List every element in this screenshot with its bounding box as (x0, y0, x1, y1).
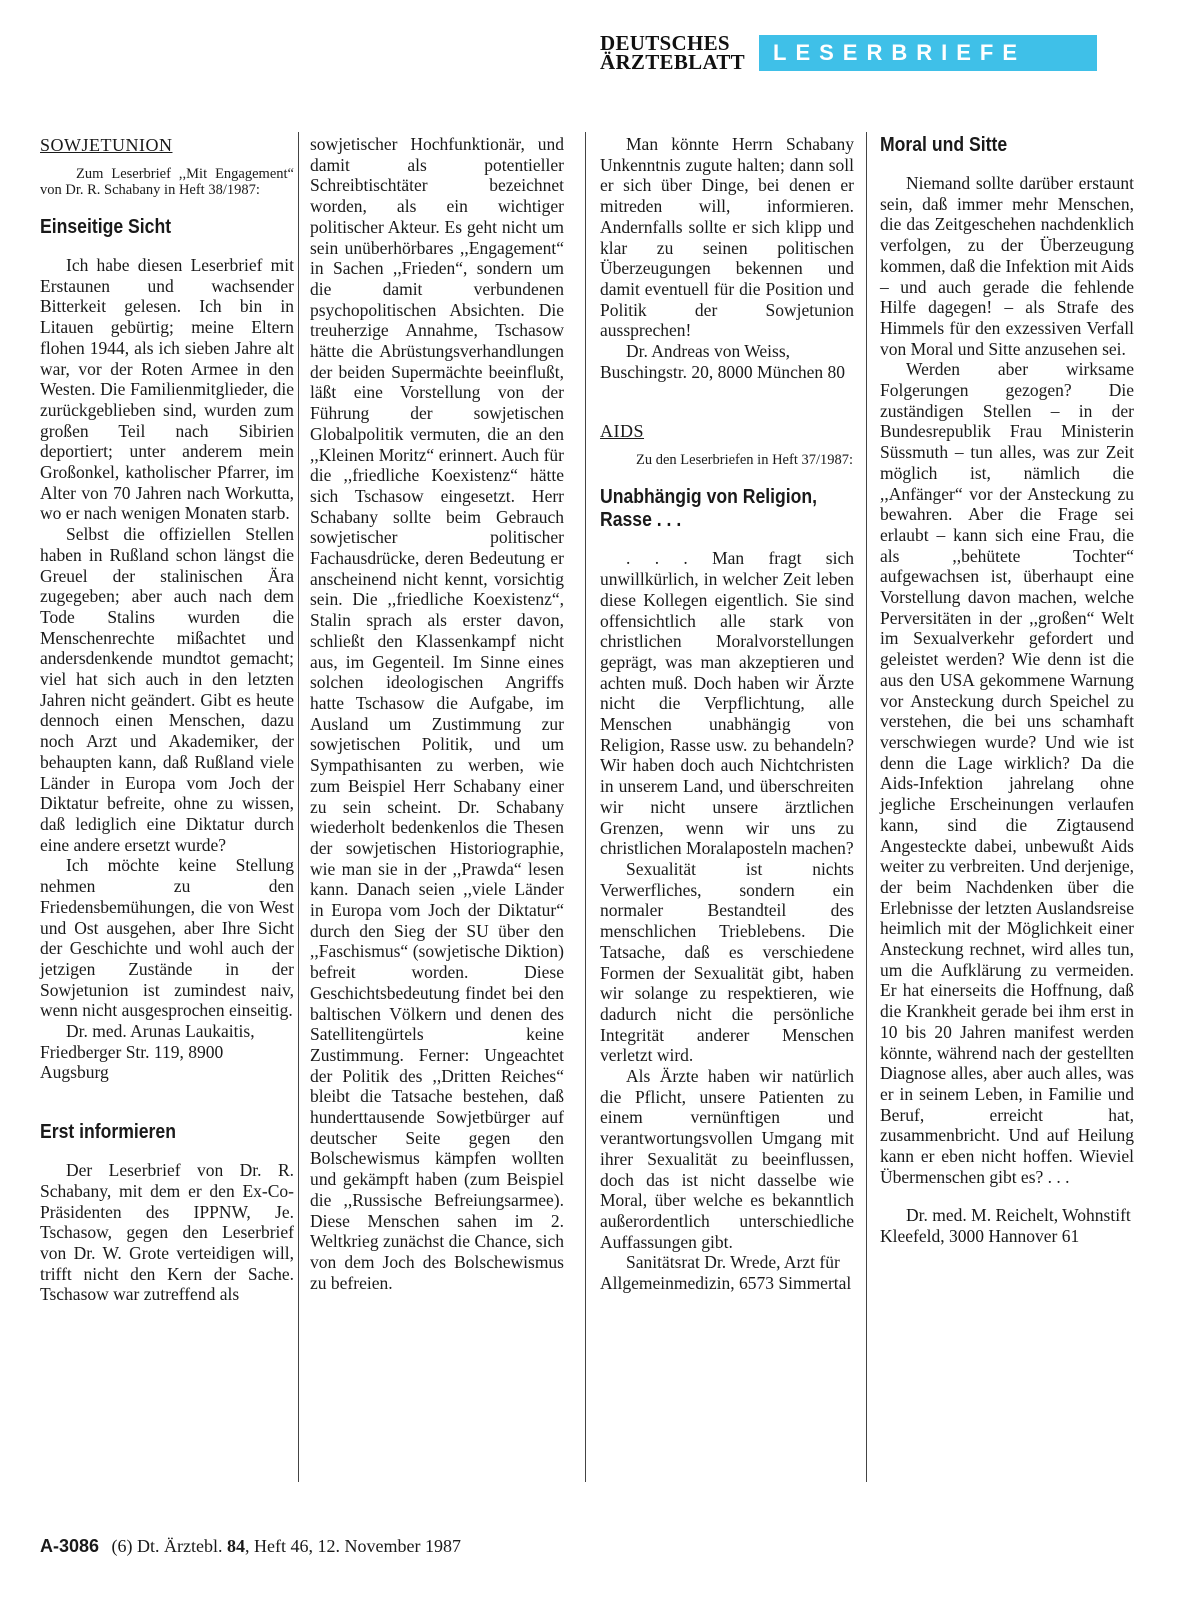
letter-heading: Erst informieren (40, 1121, 176, 1144)
letter-paragraph: Sexualität ist nichts Verwerfliches, sondern ein normaler Bestandteil des menschlichen Trieblebens. Die Tatsache, daß es verschiedene Formen der Sexualität gibt, haben wir solange zu respektieren, wie dadurch nicht die persönliche Integrität anderer Menschen verletzt wird. (600, 858, 854, 1066)
footer-volume: 84 (227, 1536, 246, 1556)
letter-paragraph: Niemand sollte darüber erstaunt sein, daß immer mehr Menschen, die das Zeitgeschehen nachdenklich verfolgen, zu der Überzeugung kommen, daß die Infektion mit Aids – und auch gerade die fehlende Hilfe dagegen! – als Strafe des Himmels für den exzessiven Verfall von Moral und Sitte anzusehen sei. (880, 173, 1134, 359)
journal-title-line2: ÄRZTEBLATT (600, 50, 745, 74)
page-footer (40, 1536, 461, 1557)
journal-logo (600, 31, 745, 74)
letter-paragraph: Werden aber wirksame Folgerungen gezogen? Die zuständigen Stellen – in der Bundesrepublik Frau Ministerin Süssmuth – tun alles, was zur Zeit möglich ist, nämlich die ,,Anfänger“ vor der Ansteckung zu bewahren. Aber die Frage sei erlaubt – kann sich eine Frau, die als ,,behütete Tochter“ aufgewachsen ist, überhaupt eine Vorstellung davon machen, welche Perversitäten in der ,,großen“ Welt im Sexualverkehr gefordert und geleistet werden? Wie denn ist die aus den USA gekommene Warnung vor Ansteckung durch Speichel zu verstehen, die bei uns schamhaft verschwiegen wurde? Und wie ist denn die Lage wirklich? Da die Aids-Infektion jahrelang ohne jegliche Erscheinungen verlaufen kann, sind die Zigtausend Angesteckte dabei, unbewußt Aids weiter zu verbreiten. Und derjenige, der beim Nachdenken über die Erlebnisse der letzten Auslandsreise heimlich mit der Möglichkeit einer Ansteckung rechnet, wird alles tun, um die Aufklärung zu vermeiden. Er hat einerseits die Hoffnung, daß die Krankheit gerade bei ihm erst in 10 bis 20 Jahren manifest werden könnte, während nach der gestellten Diagnose alles, aber auch alles, was er in seinem Leben, in Familie und Beruf, erreicht hat, zusammenbricht. Und auf Heilung kann er eben nicht hoffen. Wieviel Übermenschen gibt es? . . . (880, 359, 1134, 1187)
letter-paragraph: Der Leserbrief von Dr. R. Schabany, mit dem er den Ex-Co-Präsidenten des IPPNW, Je. Tschasow, gegen den Leserbrief von Dr. W. Grote verteidigen will, trifft nicht den Kern der Sache. Tschasow war zutreffend als (40, 1160, 294, 1305)
section-label-aids: AIDS (600, 421, 645, 442)
masthead (600, 31, 1097, 74)
letter-signature: Dr. med. M. Reichelt, Wohnstift Kleefeld, 3000 Hannover 61 (880, 1205, 1131, 1247)
letter-paragraph: Als Ärzte haben wir natürlich die Pflicht, unsere Patienten zu einem vernünftigen und verantwortungsvollen Umgang mit ihrer Sexualität zu beeinflussen, doch das ist nicht dasselbe wie Moral, über welche es bekanntlich außerordentlich unterschiedliche Auffassungen gibt. (600, 1066, 854, 1252)
letter-heading: Unabhängig von Religion, Rasse . . . (600, 486, 818, 532)
letter-reference: Zum Leserbrief ,,Mit Engagement“ von Dr. R. Schabany in Heft 38/1987: (40, 166, 294, 198)
letter-reference: Zu den Leserbriefen in Heft 37/1987: (636, 452, 854, 469)
letter-paragraph: Man könnte Herrn Schabany Unkenntnis zugute halten; dann soll er sich über Dinge, bei denen er mitreden will, informieren. Andernfalls sollte er sich klipp und klar zu seinen politischen Überzeugungen bekennen und damit eventuell für die Position und Politik der Sowjetunion aussprechen! (600, 134, 854, 341)
letter-paragraph: sowjetischer Hochfunktionär, und damit als potentieller Schreibtischtäter bezeichnet worden, als ein wichtiger politischer Akteur. Es geht nicht um sein unüberhörbares ,,Engagement“ in Sachen ,,Frieden“, sondern um die damit verbundenen psychopolitischen Absichten. Die treuherzige Annahme, Tschasow hätte die Abrüstungsverhandlungen der beiden Supermächte beeinflußt, läßt eine Vorstellung von der Führung der sowjetischen Globalpolitik vermuten, die an den ,,Kleinen Moritz“ erinnert. Auch für die ,,friedliche Koexistenz“ hätte sich Tschasow eingesetzt. Herr Schabany sollte beim Gebrauch sowjetischer politischer Fachausdrücke, deren Bedeutung er anscheinend nicht kennt, vorsichtig sein. Die ,,friedliche Koexistenz“, Stalin sprach als erster davon, schließt den Klassenkampf nicht aus, im Gegenteil. Im Sinne eines solchen ideologischen Angriffs hatte Tschasow die Aufgabe, im Ausland um Zustimmung zur sowjetischen Politik, und um Sympathisanten zu werben, wie zum Beispiel Herr Schabany einer zu sein scheint. Dr. Schabany wiederholt bedenkenlos die Thesen der sowjetischen Historiographie, wie man sie in der ,,Prawda“ lesen kann. Danach seien ,,viele Länder in Europa vom Joch der Diktatur“ durch den Sieg der SU über den ,,Faschismus“ (sowjetische Diktion) befreit worden. Diese Geschichtsbedeutung findet bei den baltischen Völkern und denen des Satellitengürtels keine Zustimmung. Ferner: Ungeachtet der Politik des ,,Dritten Reiches“ bleibt die Tatsache bestehen, daß hunderttausende Sowjetbürger auf deutscher Seite gegen den Bolschewismus kämpfen wollten und gekämpft haben (zum Beispiel die ,,Russische Befreiungsarmee). Diese Menschen sahen im 2. Weltkrieg zunächst die Chance, sich von dem Joch des Bolschewismus zu befreien. (310, 134, 564, 1293)
column-4 (880, 134, 1134, 1247)
column-divider (585, 132, 586, 1482)
column-divider (298, 132, 299, 1482)
letter-signature: Dr. Andreas von Weiss, Buschingstr. 20, 8000 München 80 (600, 341, 845, 382)
letter-paragraph: Ich habe diesen Leserbrief mit Erstaunen und wachsender Bitterkeit gelesen. Ich bin in Litauen gebürtig; meine Eltern flohen 1944, als ich sieben Jahre alt war, vor der Roten Armee in den Westen. Die Familienmitglieder, die zurückgeblieben sind, wurden zum großen Teil nach Sibirien deportiert; unter anderem mein Großonkel, katholischer Pfarrer, im Alter von 70 Jahren nach Workutta, wo er nach wenigen Monaten starb. (40, 255, 294, 524)
letter-heading: Einseitige Sicht (40, 216, 172, 238)
footer-journal: (6) Dt. Ärztebl. (111, 1536, 223, 1556)
column-1 (40, 134, 294, 1305)
letter-paragraph: Selbst die offiziellen Stellen haben in Rußland schon längst die Greuel der stalinischen Ära zugegeben; aber auch nach dem Tode Stalins wurden die Menschenrechte mißachtet und andersdenkende mundtot gemacht; viel hat sich auch in den letzten Jahren nicht geändert. Gibt es heute dennoch einen Menschen, dazu noch Arzt und Akademiker, der behaupten kann, daß Rußland viele Länder in Europa vom Joch der Diktatur befreite, ohne zu wissen, daß lediglich eine Diktatur durch eine andere ersetzt wurde? (40, 524, 294, 855)
column-divider (866, 132, 867, 1482)
letter-paragraph: Ich möchte keine Stellung nehmen zu den Friedensbemühungen, die von West und Ost ausgehen, aber Ihre Sicht der Geschichte und wohl auch der jetzigen Zustände in der Sowjetunion ist zumindest naiv, wenn nicht ausgesprochen einseitig. (40, 855, 294, 1021)
journal-title-line1: DEUTSCHES (600, 31, 730, 55)
letter-signature: Dr. med. Arunas Laukaitis, Friedberger Str. 119, 8900 Augsburg (40, 1021, 255, 1083)
letter-paragraph: . . . Man fragt sich unwillkürlich, in welcher Zeit leben diese Kollegen eigentlich. Sie sind offensichtlich alle stark von christlichen Moralvorstellungen geprägt, was man akzeptieren und achten muß. Doch haben wir Ärzte nicht die Verpflichtung, alle Menschen unabhängig von Religion, Rasse usw. zu behandeln? Wir haben doch auch Nichtchristen in unserem Land, und überschreiten wir nicht unsere ärztlichen Grenzen, wenn wir uns zu christlichen Moralaposteln machen? (600, 548, 854, 859)
section-label-sowjetunion: SOWJETUNION (40, 135, 173, 155)
letter-signature: Sanitätsrat Dr. Wrede, Arzt für Allgemeinmedizin, 6573 Simmertal (600, 1252, 852, 1294)
section-banner: LESERBRIEFE (759, 35, 1097, 71)
page-number: A-3086 (40, 1536, 100, 1556)
footer-issue: , Heft 46, 12. November 1987 (245, 1536, 461, 1556)
letter-heading: Moral und Sitte (880, 134, 1008, 156)
column-2 (310, 134, 564, 1293)
column-3 (600, 134, 854, 1294)
